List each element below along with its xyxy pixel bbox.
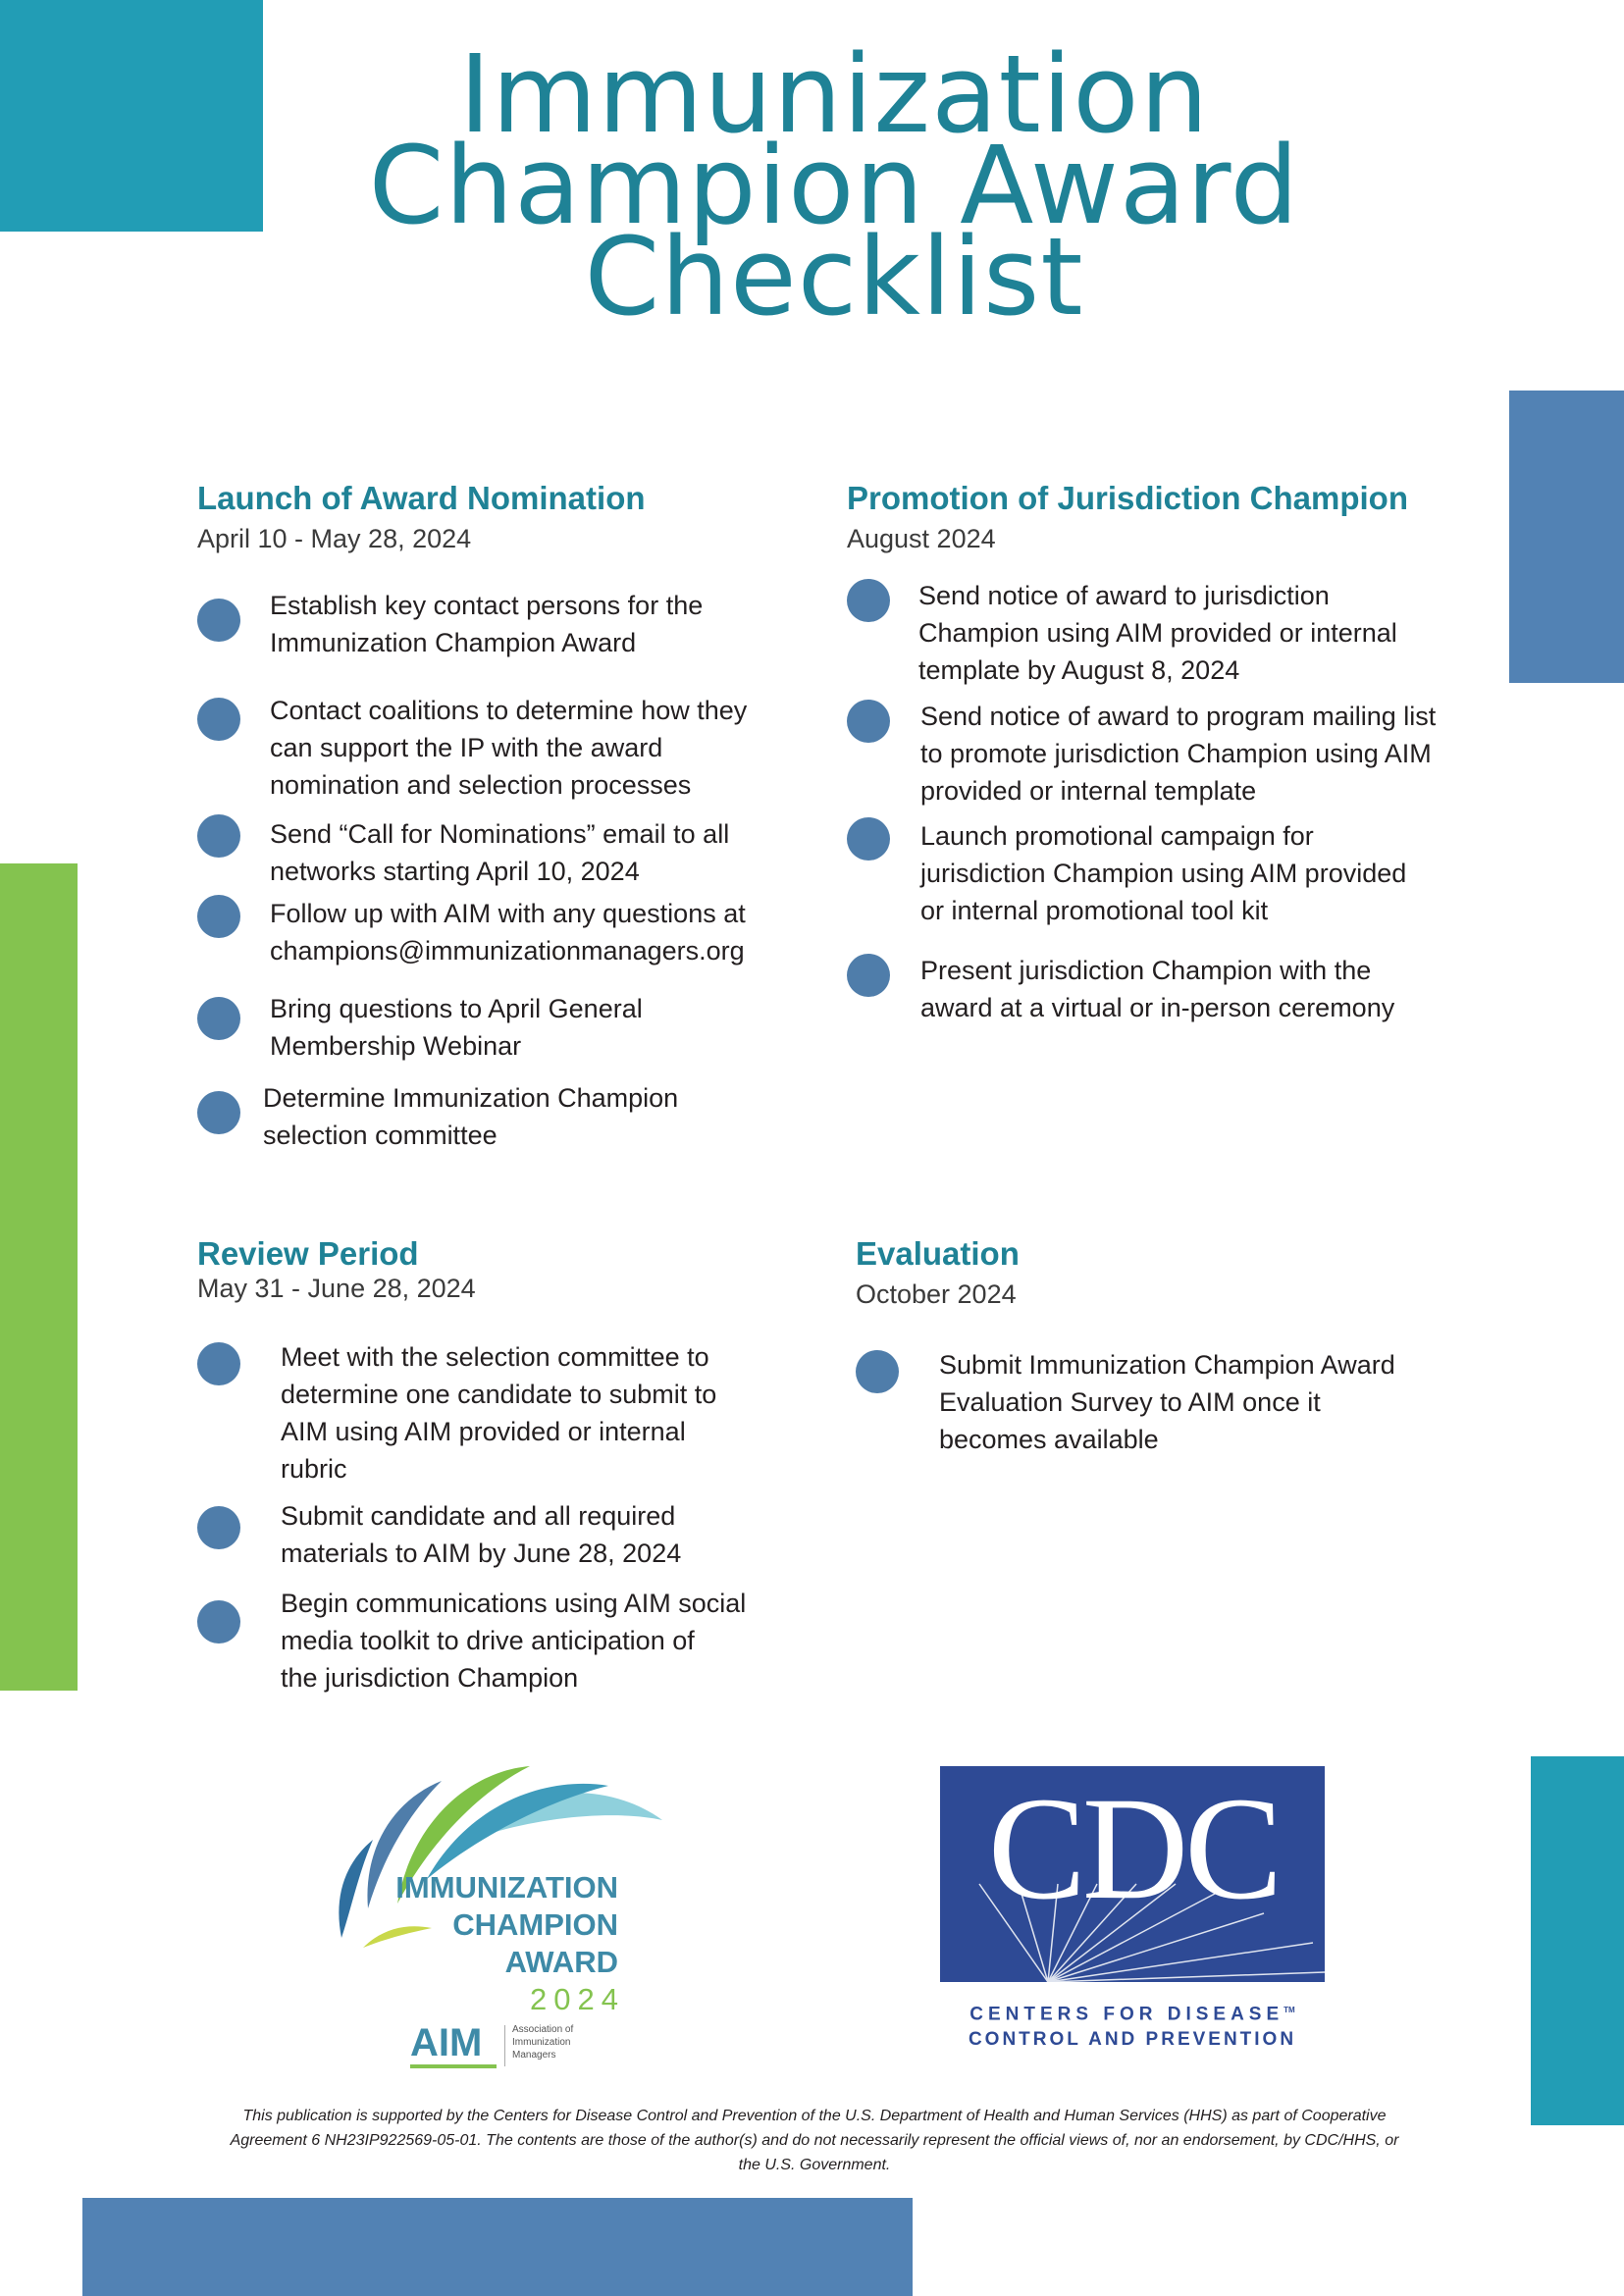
bullet-icon [197, 814, 240, 858]
item-text: Submit Immunization Champion Award Evaluation Survey to AIM once it becomes available [939, 1350, 1395, 1454]
right-blue-block [1509, 391, 1624, 683]
bullet-icon [197, 997, 240, 1040]
item-text: Begin communications using AIM social media toolkit to drive anticipation of the jurisdiction Champion [281, 1589, 747, 1693]
award-logo-text: IMMUNIZATION CHAMPION AWARD 2024 [395, 1870, 625, 2016]
section-date: April 10 - May 28, 2024 [197, 524, 472, 553]
item-text: Determine Immunization Champion selection committee [263, 1083, 679, 1150]
bullet-icon [197, 1342, 240, 1385]
bullet-icon [847, 700, 890, 743]
title-line-1: Immunization [458, 31, 1210, 157]
section-date: May 31 - June 28, 2024 [197, 1274, 476, 1303]
section-title: Launch of Award Nomination [197, 480, 646, 516]
bullet-icon [847, 954, 890, 997]
section-title: Review Period [197, 1235, 419, 1272]
section-title: Evaluation [856, 1235, 1020, 1272]
bullet-icon [197, 1506, 240, 1549]
title-line-2: Champion Award [368, 123, 1300, 248]
aim-divider [504, 2025, 505, 2066]
section-date: August 2024 [847, 524, 996, 553]
page-title [157, 31, 1511, 339]
cdc-logo-box: CDC [940, 1766, 1325, 1982]
title-line-3: Checklist [584, 214, 1084, 339]
section-review [197, 1234, 806, 1696]
item-text: Contact coalitions to determine how they can support the IP with the award nomination and selection processes [270, 696, 748, 800]
left-green-bar [0, 863, 78, 1691]
bullet-icon [197, 599, 240, 642]
bullet-icon [197, 1091, 240, 1134]
cdc-caption: CENTERS FOR DISEASE™ CONTROL AND PREVENTION [968, 2004, 1297, 2051]
item-text: Meet with the selection committee to determine one candidate to submit to AIM using AIM provided or internal rubric [281, 1342, 717, 1484]
aim-logo: AIM Association of Immunization Managers [410, 2021, 587, 2070]
item-text: Launch promotional campaign for jurisdiction Champion using AIM provided or internal promotional tool kit [920, 821, 1407, 925]
bullet-icon [197, 698, 240, 741]
item-text: Bring questions to April General Membership Webinar [270, 994, 643, 1061]
section-title: Promotion of Jurisdiction Champion [847, 480, 1408, 516]
item-text: Send notice of award to jurisdiction Champion using AIM provided or internal template by August 8, 2024 [918, 581, 1397, 685]
section-date: October 2024 [856, 1279, 1017, 1309]
item-text: Follow up with AIM with any questions at champions@immunizationmanagers.org [270, 899, 746, 965]
item-text: Present jurisdiction Champion with the award at a virtual or in-person ceremony [920, 956, 1395, 1022]
immunization-champion-award-logo [324, 1761, 677, 2085]
section-evaluation [856, 1234, 1493, 1470]
bullet-icon [847, 817, 890, 861]
item-text: Establish key contact persons for the Immunization Champion Award [270, 591, 704, 657]
item-text: Submit candidate and all required materials to AIM by June 28, 2024 [281, 1501, 682, 1568]
funding-disclaimer: This publication is supported by the Centers for Disease Control and Prevention of the U.S. Department of Health and Human Services (HHS) as part of Cooperative Agreement 6 NH23IP922569-05-01. The contents are those of the author(s) and do not necessarily represent the official views of, nor an endorsement, by CDC/HHS, or the U.S. Government. [230, 2108, 1399, 2173]
right-teal-block [1531, 1756, 1624, 2125]
section-launch [197, 479, 806, 1166]
section-promotion [847, 479, 1504, 1028]
bottom-blue-block [82, 2198, 913, 2296]
item-text: Send notice of award to program mailing list to promote jurisdiction Champion using AIM provided or internal template [920, 702, 1437, 806]
bullet-icon [856, 1350, 899, 1393]
bullet-icon [197, 895, 240, 938]
cdc-logo [940, 1766, 1325, 2061]
item-text: Send “Call for Nominations” email to all networks starting April 10, 2024 [270, 819, 730, 886]
bullet-icon [197, 1600, 240, 1644]
bullet-icon [847, 579, 890, 622]
aim-underline [410, 2064, 497, 2068]
